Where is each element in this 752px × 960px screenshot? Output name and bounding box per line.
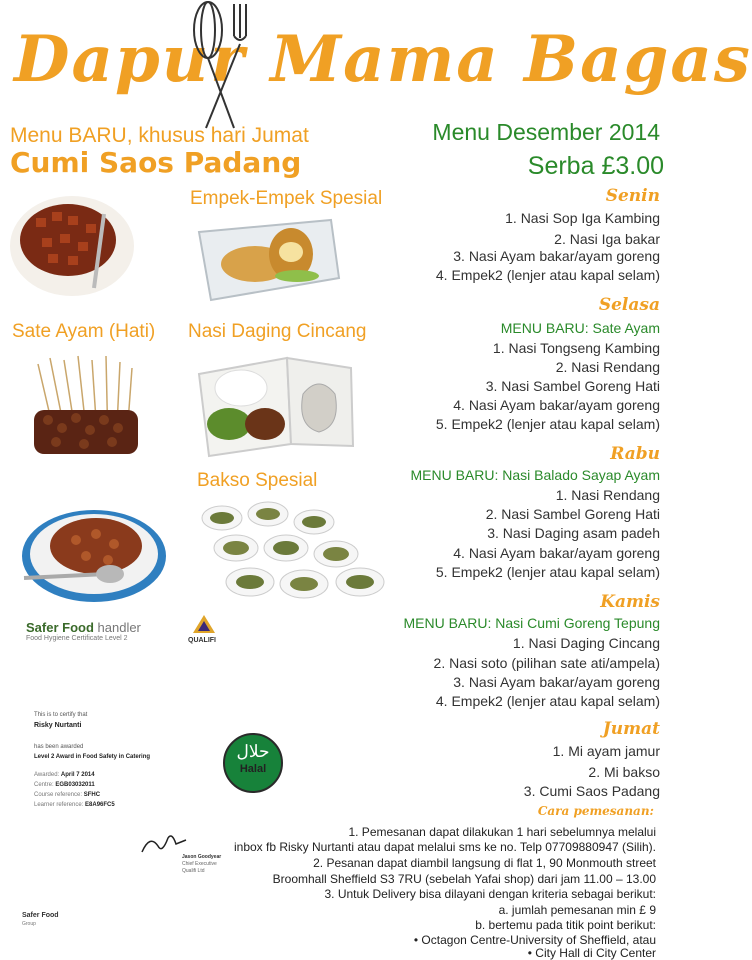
menu-price: Serba £3.00 — [527, 152, 664, 180]
halal-label: Halal — [239, 763, 267, 775]
ordering-line: a. jumlah pemesanan min £ 9 — [498, 903, 656, 917]
list-item: 3. Nasi Daging asam padeh — [487, 525, 660, 541]
nasi-daging-photo — [195, 344, 357, 460]
list-item: 3. Nasi Ayam bakar/ayam goreng — [453, 248, 660, 264]
label-sate: Sate Ayam (Hati) — [12, 321, 156, 342]
label-bakso: Bakso Spesial — [197, 470, 318, 491]
safer-food-bold: Safer Food — [26, 620, 94, 635]
baru-kamis: MENU BARU: Nasi Cumi Goreng Tepung — [403, 615, 660, 631]
bakso-photo — [196, 498, 392, 602]
cert-date: April 7 2014 — [60, 772, 95, 778]
ordering-line: Broomhall Sheffield S3 7RU (sebelah Yafai shop) dari jam 11.00 – 13.00 — [272, 872, 656, 886]
ordering-line: • Octagon Centre-University of Sheffield, atau — [413, 933, 656, 947]
baru-rabu: MENU BARU: Nasi Balado Sayap Ayam — [410, 467, 660, 483]
certificate-subtitle: Food Hygiene Certificate Level 2 — [26, 635, 128, 642]
ordering-line: 2. Pesanan dapat diambil langsung di flat 1, 90 Monmouth street — [313, 856, 656, 870]
list-item: 1. Mi ayam jamur — [552, 743, 660, 759]
cert-awarded: has been awarded — [34, 744, 84, 750]
list-item: 1. Nasi Daging Cincang — [512, 635, 660, 651]
list-item: 2. Nasi soto (pilihan sate ati/ampela) — [433, 655, 660, 671]
promo-line: Menu BARU, khusus hari Jumat — [10, 124, 309, 147]
qualifi-label: QUALIFI — [188, 637, 216, 644]
signatory-name: Jason Goodyear — [182, 854, 222, 860]
list-item: 4. Nasi Ayam bakar/ayam goreng — [453, 545, 660, 561]
ordering-line: inbox fb Risky Nurtanti atau dapat melalui sms ke no. Telp 07709880947 (Silih). — [233, 840, 656, 854]
list-item: 2. Nasi Rendang — [555, 359, 660, 375]
cert-course-row — [34, 792, 100, 798]
list-item: 4. Nasi Ayam bakar/ayam goreng — [453, 397, 660, 413]
list-item: 1. Nasi Tongseng Kambing — [492, 340, 660, 356]
day-senin: Senin — [605, 186, 660, 206]
halal-arabic: حلال — [236, 742, 270, 761]
safer-food-logo — [26, 620, 141, 635]
list-item: 2. Nasi Sambel Goreng Hati — [485, 506, 660, 522]
halal-badge — [223, 733, 283, 793]
day-kamis: Kamis — [600, 592, 660, 612]
label-nasi-daging: Nasi Daging Cincang — [188, 321, 367, 342]
signature-icon — [140, 830, 188, 856]
cert-award: Level 2 Award in Food Safety in Catering — [34, 754, 151, 760]
cert-certify: This is to certify that — [34, 712, 88, 718]
cert-course-label: Course reference: — [34, 792, 83, 798]
ordering-heading: Cara pemesanan: — [537, 804, 654, 818]
list-item: 4. Empek2 (lenjer atau kapal selam) — [435, 693, 660, 709]
empek-empek-photo — [193, 212, 343, 304]
list-item: 3. Nasi Ayam bakar/ayam goreng — [453, 674, 660, 690]
ordering-line: 3. Untuk Delivery bisa dilayani dengan kriteria sebagai berikut: — [324, 887, 656, 901]
promo-dish: Cumi Saos Padang — [10, 146, 302, 179]
qualifi-logo-icon — [192, 614, 216, 634]
list-item: 1. Nasi Sop Iga Kambing — [505, 210, 660, 226]
list-item: 2. Mi bakso — [588, 764, 660, 780]
cert-course: SFHC — [83, 792, 101, 798]
nasi-balado-photo — [20, 504, 168, 604]
safer-food-light: handler — [93, 620, 141, 635]
cumi-saos-photo — [8, 184, 136, 300]
ordering-line: b. bertemu pada titik point berikut: — [475, 918, 656, 932]
signatory-role: Chief Executive — [182, 861, 217, 867]
cert-date-label: Awarded: — [34, 772, 60, 778]
cert-centre: EGB03032011 — [55, 782, 95, 788]
list-item: 5. Empek2 (lenjer atau kapal selam) — [435, 416, 660, 432]
cert-centre-row — [34, 782, 95, 788]
cert-date-row — [34, 772, 95, 778]
footer-brand: Safer Food — [22, 912, 59, 919]
signatory-org: Qualifi Ltd — [182, 868, 205, 874]
list-item: 5. Empek2 (lenjer atau kapal selam) — [435, 564, 660, 580]
list-item: 4. Empek2 (lenjer atau kapal selam) — [435, 267, 660, 283]
ordering-line: 1. Pemesanan dapat dilakukan 1 hari sebelumnya melalui — [348, 825, 656, 839]
label-empek: Empek-Empek Spesial — [190, 188, 383, 209]
list-item: 2. Nasi Iga bakar — [554, 231, 660, 247]
cert-learner-label: Learner reference: — [34, 802, 84, 808]
list-item: 3. Nasi Sambel Goreng Hati — [485, 378, 660, 394]
menu-month: Menu Desember 2014 — [432, 119, 660, 145]
restaurant-title: Dapur Mama Bagas — [14, 22, 752, 97]
day-jumat: Jumat — [602, 719, 660, 739]
list-item: 3. Cumi Saos Padang — [523, 783, 660, 799]
footer-sub: Group — [22, 921, 36, 927]
whisk-fork-icon — [182, 0, 262, 140]
cert-name: Risky Nurtanti — [34, 722, 82, 729]
baru-selasa: MENU BARU: Sate Ayam — [500, 320, 660, 336]
sate-ayam-photo — [28, 354, 140, 458]
day-selasa: Selasa — [598, 295, 660, 315]
day-rabu: Rabu — [610, 444, 660, 464]
ordering-line: • City Hall di City Center — [527, 946, 656, 960]
cert-learner-row — [34, 802, 115, 808]
cert-centre-label: Centre: — [34, 782, 54, 788]
list-item: 1. Nasi Rendang — [555, 487, 660, 503]
cert-learner: E8A96FC5 — [85, 802, 115, 808]
